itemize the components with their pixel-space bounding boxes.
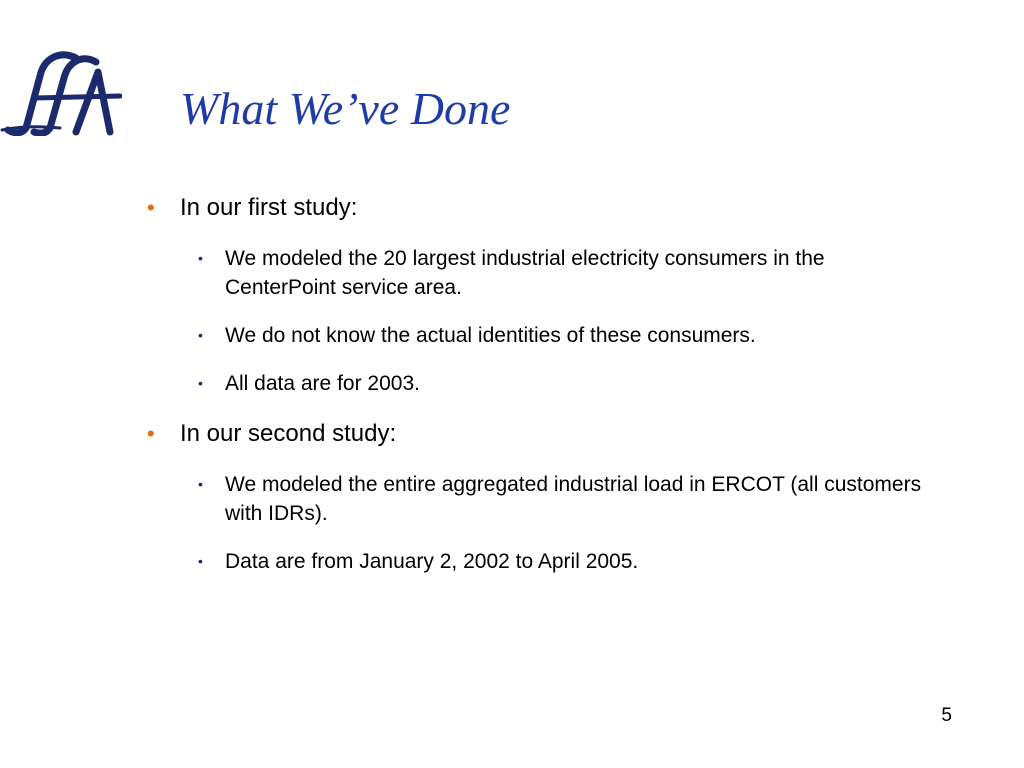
sub-bullet-marker: •: [198, 375, 203, 391]
bullet-item: [140, 192, 940, 224]
sub-bullet-marker: •: [198, 327, 203, 343]
sub-bullet-text: We do not know the actual identities of these consumers.: [225, 324, 756, 347]
sub-bullet-text: All data are for 2003.: [225, 372, 420, 395]
sub-bullet-marker: •: [198, 250, 203, 266]
sub-bullet-text: We modeled the 20 largest industrial electricity consumers in the CenterPoint service area.: [225, 247, 825, 299]
sub-bullet-item: [140, 547, 940, 576]
sub-bullet-item: [140, 244, 940, 302]
sub-bullet-marker: •: [198, 553, 203, 569]
bullet-text: In our first study:: [180, 194, 358, 221]
sub-bullet-text: We modeled the entire aggregated industrial load in ERCOT (all customers with IDRs).: [225, 473, 922, 525]
page-number: 5: [941, 705, 952, 726]
bullet-marker: •: [147, 195, 155, 220]
company-logo-icon: [0, 48, 122, 136]
sub-bullet-text: Data are from January 2, 2002 to April 2005.: [225, 550, 639, 573]
bullet-text: In our second study:: [180, 420, 397, 447]
bullet-list: [140, 192, 940, 576]
sub-bullet-item: [140, 321, 940, 350]
slide-title: What We’ve Done: [180, 83, 511, 134]
sub-bullet-item: [140, 470, 940, 528]
bullet-marker: •: [147, 421, 155, 446]
sub-bullet-item: [140, 369, 940, 398]
bullet-item: [140, 418, 940, 450]
sub-bullet-marker: •: [198, 476, 203, 492]
